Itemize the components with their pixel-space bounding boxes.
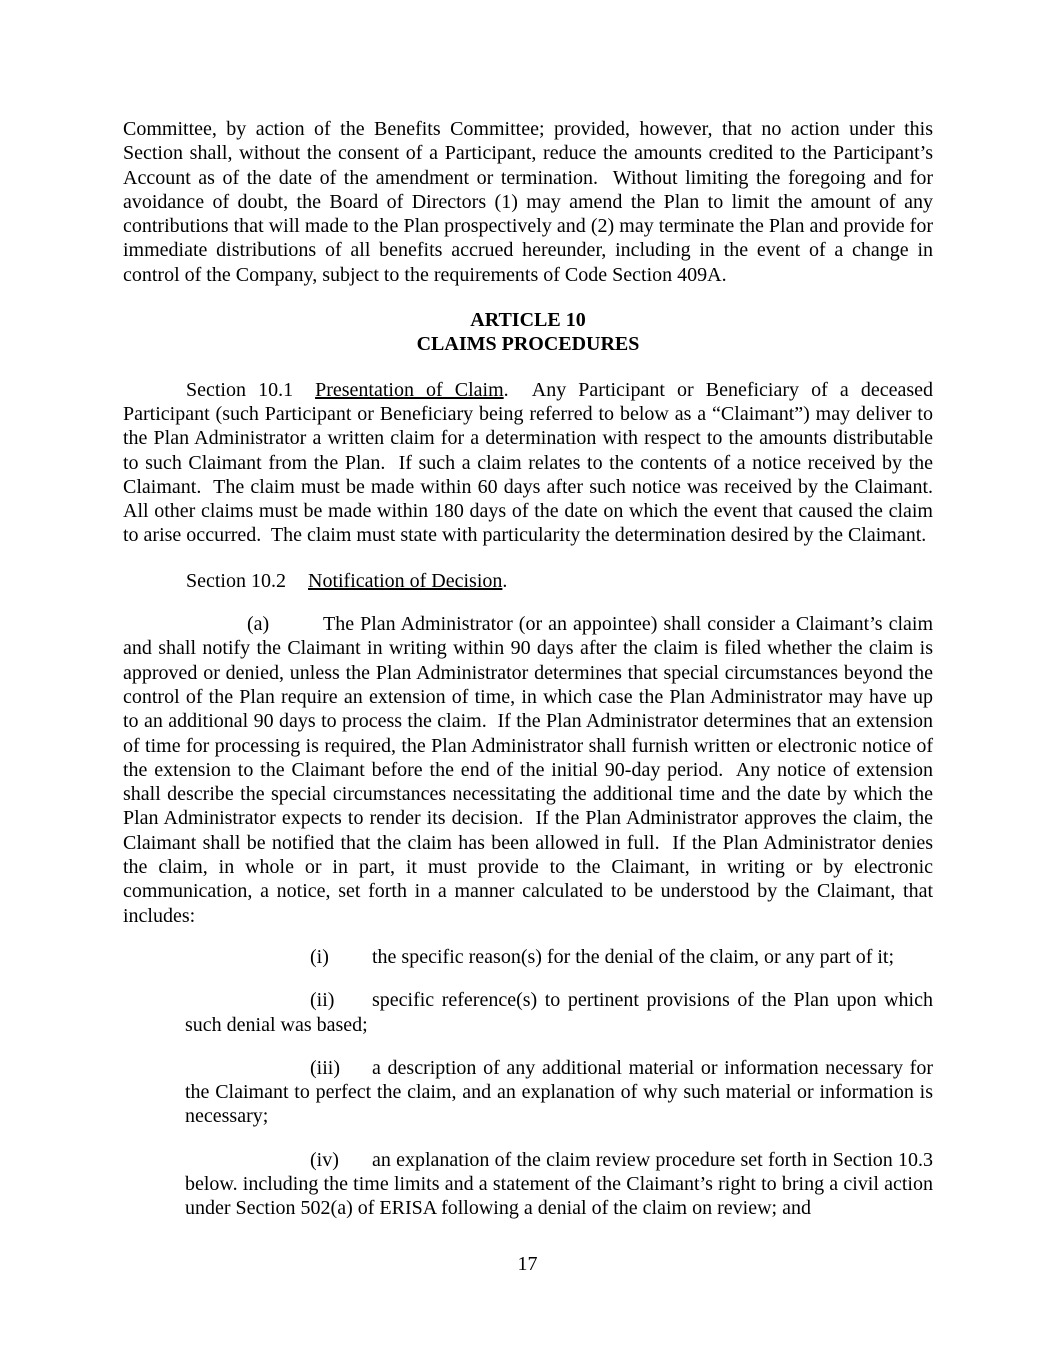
section-10-2-label: Section 10.2 [186,569,286,592]
section-10-1-title-suffix: . [503,378,532,401]
intro-paragraph: Committee, by action of the Benefits Committee; provided, however, that no action under this Section shall, without the consent of a Participant, reduce the amounts credited to the Participant’s Account as of the date of the amendment or termination. Without limiting the foregoing and for avoidance of doubt, the Board of Directors (1) may amend the Plan to limit the amount of any contributions that will made to the Plan prospectively and (2) may terminate the Plan and provide for immediate distributions of all benefits accrued hereunder, including in the event of a change in control of the Company, subject to the requirements of Code Section 409A. [123,118,938,286]
article-number: ARTICLE 10 [470,309,586,332]
article-heading [123,308,933,357]
section-10-2-heading [123,569,933,593]
list-item-iii [123,1056,938,1129]
list-item-i-text: the specific reason(s) for the denial of the claim, or any part of it; [372,945,895,968]
page-number: 17 [517,1253,538,1275]
subsection-a-label: (a) [247,613,270,636]
subsection-a-body: The Plan Administrator (or an appointee) shall consider a Claimant’s claim and shall notify the Claimant in writing within 90 days after the claim is filed whether the claim is approved or denied, unless the Plan Administrator determines that special circumstances beyond the control of the Plan require an extension of time, in which case the Plan Administrator may have up to an additional 90 days to process the claim. If the Plan Administrator determines that an extension of time for processing is required, the Plan Administrator shall furnish written or electronic notice of the extension to the Claimant before the end of the initial 90-day period. Any notice of extension shall describe the special circumstances necessitating the additional time and the date by which the Plan Administrator expects to render its decision. If the Plan Administrator approves the claim, the Claimant shall be notified that the claim has been allowed in full. If the Plan Administrator denies the claim, in whole or in part, it must provide to the Claimant, in writing or by electronic communication, a notice, set forth in a manner calculated to be understood by the Claimant, that includes: [123,613,938,927]
document-body [123,117,943,1240]
section-10-1-title: Presentation of Claim [315,378,504,401]
section-10-2-title: Notification of Decision [308,569,503,592]
list-item-iii-label: (iii) [310,1056,340,1079]
list-item-iv [123,1148,938,1221]
list-item-ii-text: specific reference(s) to pertinent provisions of the Plan upon which such denial was based; [185,989,938,1036]
section-10-1-label: Section 10.1 [186,378,294,401]
list-item-iv-text: an explanation of the claim review procedure set forth in Section 10.3 below. including the time limits and a statement of the Claimant’s right to bring a civil action under Section 502(a) of ERISA following a denial of the claim on review; and [185,1148,938,1220]
article-title: CLAIMS PROCEDURES [416,333,640,356]
section-10-1-body: Any Participant or Beneficiary of a deceased Participant (such Participant or Beneficiary being referred to below as a “Claimant”) may deliver to the Plan Administrator a written claim for a determination with respect to the amounts distributable to such Claimant from the Plan. If such a claim relates to the contents of a notice received by the Claimant. The claim must be made within 60 days after such notice was received by the Claimant. All other claims must be made within 180 days of the date on which the event that caused the claim to arise occurred. The claim must state with particularity the determination desired by the Claimant. [123,378,943,547]
section-10-2-title-suffix: . [502,569,508,592]
section-10-1-paragraph [123,378,943,548]
list-item-ii-label: (ii) [310,989,335,1012]
list-item-i [123,945,933,969]
list-item-i-label: (i) [310,945,329,968]
subsection-a-paragraph [123,612,938,928]
list-item-ii [123,988,938,1037]
list-item-iii-text: a description of any additional material or information necessary for the Claimant to perfect the claim, and an explanation of why such material or information is necessary; [185,1056,938,1128]
list-item-iv-label: (iv) [310,1148,339,1171]
